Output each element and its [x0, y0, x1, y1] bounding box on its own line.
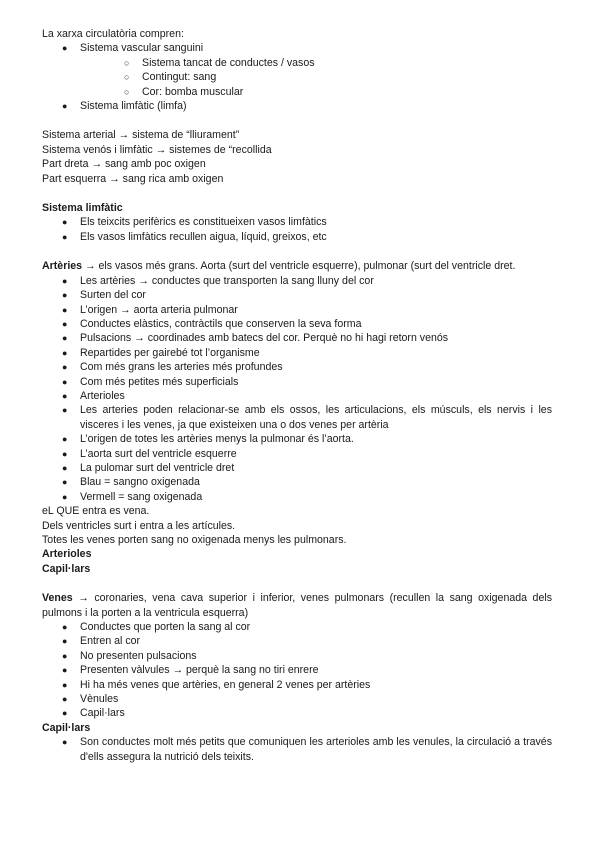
list-item: ● Vermell = sang oxigenada: [62, 490, 203, 503]
bullet-icon: ●: [62, 462, 68, 473]
list-item: ● Les artèries → conductes que transporten la sang lluny del cor: [62, 274, 374, 287]
list-item: ● L’origen → aorta arteria pulmonar: [62, 303, 238, 316]
list-item: ● Blau = sangno oxigenada: [62, 476, 200, 489]
summary-line: Sistema venós i limfàtic → sistemes de “recollida: [42, 143, 272, 156]
circle-bullet-icon: ○: [124, 86, 130, 97]
bullet-icon: ●: [62, 304, 68, 315]
list-item: ● L’aorta surt del ventricle esquerre: [62, 447, 237, 460]
bullet-icon: ●: [62, 217, 68, 228]
list-item: ● Sistema limfàtic (limfa): [62, 100, 187, 113]
bullet-icon: ●: [62, 708, 68, 719]
bullet-icon: ●: [62, 694, 68, 705]
list-item: ● Conductes que porten la sang al cor: [62, 621, 251, 634]
bullet-icon: ●: [62, 448, 68, 459]
note-line: eL QUE entra es vena.: [42, 505, 150, 518]
circle-bullet-icon: ○: [124, 72, 130, 83]
arteries-list: [42, 274, 552, 505]
note-line: Totes les venes porten sang no oxigenada menys les pulmonars.: [42, 534, 347, 546]
venes-intro: Venes → coronaries, vena cava superior i inferior, venes pulmonars (recullen la sang oxigenada dels pulmons i la porten a la ventricula esquerra): [42, 592, 552, 619]
list-item: ● Hi ha més venes que artèries, en general 2 venes per artèries: [62, 678, 371, 691]
list-item: ● No presenten pulsacions: [62, 649, 197, 662]
summary-line: Part esquerra → sang rica amb oxigen: [42, 172, 224, 185]
list-item: ● Capil·lars: [62, 707, 125, 720]
list-item: ○ Cor: bomba muscular: [124, 85, 244, 98]
section-heading-limfatic: Sistema limfàtic: [42, 202, 123, 215]
bullet-icon: ●: [62, 405, 68, 416]
note-line: Dels ventricles surt i entra a les artícules.: [42, 519, 236, 532]
list-item: ● La pulomar surt del ventricle dret: [62, 461, 235, 474]
bullet-icon: ●: [62, 477, 68, 488]
arteries-term: Artèries: [42, 260, 83, 273]
list-item: ● Presenten vàlvules → perquè la sang no tiri enrere: [62, 664, 319, 677]
list-item: ● Surten del cor: [62, 289, 146, 302]
document-page: [42, 27, 552, 764]
bullet-icon: ●: [62, 491, 68, 502]
list-item: ● Els vasos limfàtics recullen aigua, líquid, greixos, etc: [62, 230, 327, 243]
bullet-icon: ●: [62, 101, 68, 112]
section-heading-capillars: Capil·lars: [42, 721, 91, 734]
bullet-icon: ●: [62, 43, 68, 54]
bullet-icon: ●: [62, 737, 68, 748]
bullet-icon: ●: [62, 636, 68, 647]
list-item: ● Repartides per gairebé tot l’organisme: [62, 346, 260, 359]
summary-line: Sistema arterial → sistema de “lliurament”: [42, 129, 240, 142]
bullet-icon: ●: [62, 275, 68, 286]
limfatic-list: [42, 215, 552, 244]
bullet-icon: ●: [62, 390, 68, 401]
list-item: ● Arterioles: [62, 389, 125, 402]
intro-line: La xarxa circulatòria compren:: [42, 28, 184, 40]
arteries-intro: Artèries → els vasos més grans. Aorta (surt del ventricle esquerre), pulmonar (surt del ventricle dret.: [42, 260, 516, 273]
list-item: ● Entren al cor: [62, 635, 141, 648]
venes-list: [42, 620, 552, 721]
circle-bullet-icon: ○: [124, 57, 130, 68]
list-item: ● Son conductes molt més petits que comuniquen les arterioles amb les venules, la circulació a través d'ells assegura la nutrició dels teixits.: [62, 736, 552, 763]
bullet-icon: ●: [62, 231, 68, 242]
list-item: ○ Contingut: sang: [124, 71, 217, 84]
list-item: ● Els teixcits perifèrics es constitueixen vasos limfàtics: [62, 216, 327, 229]
summary-line: Part dreta → sang amb poc oxigen: [42, 158, 206, 171]
bullet-icon: ●: [62, 650, 68, 661]
bullet-icon: ●: [62, 376, 68, 387]
bullet-icon: ●: [62, 290, 68, 301]
bullet-icon: ●: [62, 622, 68, 633]
list-item: ● Sistema vascular sanguini: [62, 42, 204, 55]
list-item: ○ Sistema tancat de conductes / vasos: [124, 56, 315, 69]
list-item: ● L’origen de totes les artèries menys la pulmonar és l’aorta.: [62, 433, 354, 446]
list-item: ● Les arteries poden relacionar-se amb els ossos, les articulacions, els músculs, els nervis i les visceres i les venes, ja que existeixen una o dos venes per artèria: [62, 404, 552, 431]
heading-capillars: Capil·lars: [42, 562, 91, 575]
bullet-icon: ●: [62, 679, 68, 690]
bullet-icon: ●: [62, 362, 68, 373]
bullet-icon: ●: [62, 318, 68, 329]
heading-arterioles: Arterioles: [42, 548, 92, 561]
venes-term: Venes: [42, 592, 73, 605]
intro-list: [42, 41, 552, 113]
bullet-icon: ●: [62, 333, 68, 344]
list-item: ● Com més petites més superficials: [62, 375, 239, 388]
list-item: ● Vènules: [62, 693, 119, 706]
list-item: ● Pulsacions → coordinades amb batecs del cor. Perquè no hi hagi retorn venós: [62, 332, 449, 345]
bullet-icon: ●: [62, 434, 68, 445]
bullet-icon: ●: [62, 347, 68, 358]
bullet-icon: ●: [62, 665, 68, 676]
capillars-list: [42, 735, 552, 764]
list-item: ● Conductes elàstics, contràctils que conserven la seva forma: [62, 317, 362, 330]
list-item: ● Com més grans les arteries més profundes: [62, 361, 283, 374]
